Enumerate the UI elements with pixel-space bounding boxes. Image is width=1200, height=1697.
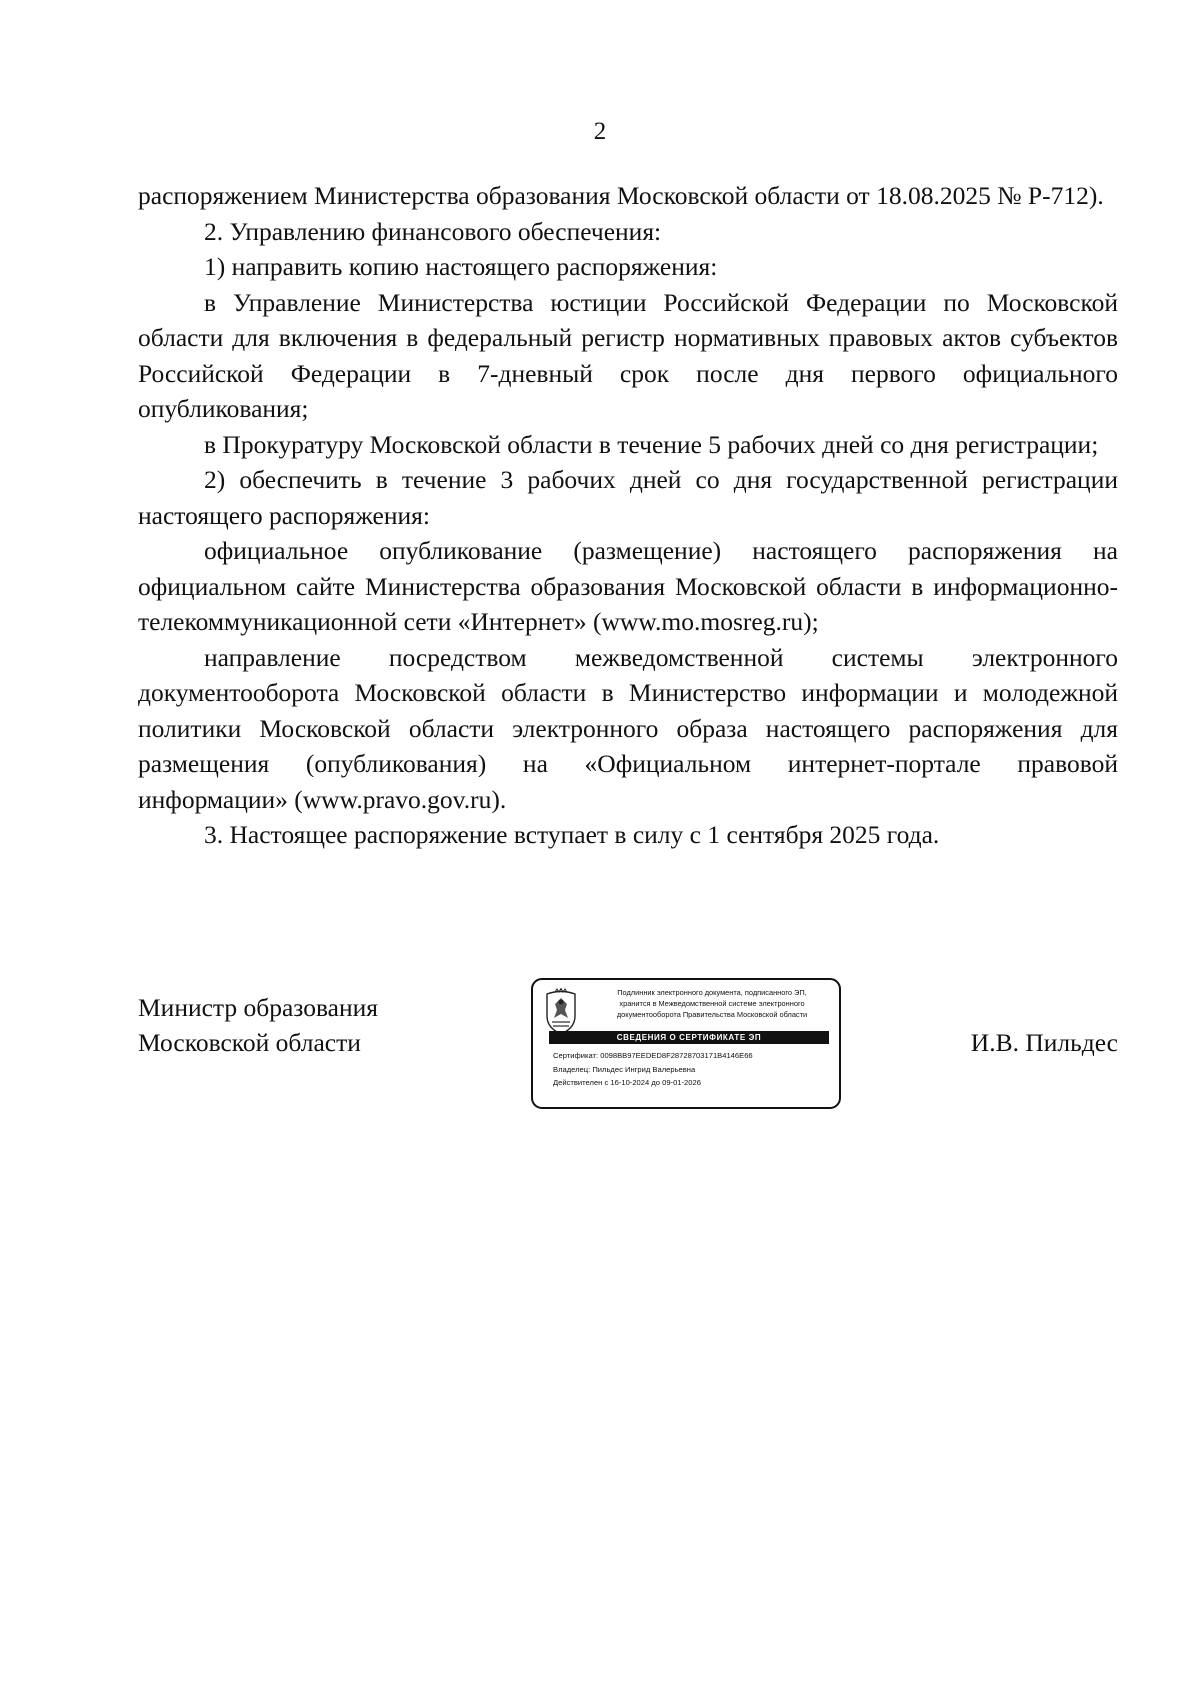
paragraph-item-2: 2. Управлению финансового обеспечения: <box>204 216 662 246</box>
stamp-banner: СВЕДЕНИЯ О СЕРТИФИКАТЕ ЭП <box>549 1031 829 1044</box>
stamp-certificate-validity: Действителен с 16-10-2024 до 09-01-2026 <box>553 1078 701 1087</box>
paragraph-continuation: распоряжением Министерства образования Московской области от 18.08.2025 № Р-712). <box>138 181 1104 210</box>
signatory-position-line-2: Московской области <box>138 1028 361 1057</box>
signatory-position-line-1: Министр образования <box>138 993 379 1022</box>
paragraph-item-3: 3. Настоящее распоряжение вступает в силу с 1 сентября 2025 года. <box>204 820 940 849</box>
order-body-text <box>138 178 1118 853</box>
signatory-name: И.В. Пильдес <box>970 1028 1118 1057</box>
paragraph-ministry-of-justice: в Управление Министерства юстиции Российской Федерации по Московской области для включения в федеральный регистр нормативных правовых актов субъектов Российской Федерации в 7-дневный срок после дня первого официального опубликования; <box>138 287 1118 423</box>
paragraph-prosecutor-office: в Прокуратуру Московской области в течение 5 рабочих дней со дня регистрации; <box>204 429 1099 459</box>
electronic-signature-stamp <box>531 978 841 1109</box>
paragraph-electronic-forwarding: направление посредством межведомственной системы электронного документооборота Московской области в Министерство информации и молодежной политики Московской области электронного образа настоящего распоряжения для размещения (опубликования) на «Официальном интернет-портале правовой информации» (www.pravo.gov.ru). <box>138 642 1118 814</box>
stamp-note-line-2: хранится в Межведомственной системе электронного <box>619 999 805 1008</box>
signatory-position <box>138 990 378 1060</box>
stamp-note <box>587 987 837 1020</box>
page-number: 2 <box>593 118 607 145</box>
stamp-certificate-owner: Владелец: Пильдес Ингрид Валерьевна <box>553 1064 696 1074</box>
coat-of-arms-icon <box>543 988 579 1036</box>
stamp-certificate-number: Сертификат: 0098BB97EEDED8F28728703171B4146E66 <box>553 1051 753 1060</box>
stamp-certificate-details <box>553 1049 753 1090</box>
paragraph-official-publication: официальное опубликование (размещение) настоящего распоряжения на официальном сайте Министерства образования Московской области в информационно-телекоммуникационной сети «Интернет» (www.mo.mosreg.ru); <box>138 536 1118 636</box>
stamp-note-line-3: документооборота Правительства Московской области <box>616 1010 808 1019</box>
stamp-note-line-1: Подлинник электронного документа, подписанного ЭП, <box>617 988 807 997</box>
paragraph-subitem-2: 2) обеспечить в течение 3 рабочих дней со дня государственной регистрации настоящего распоряжения: <box>138 465 1118 530</box>
paragraph-subitem-1: 1) направить копию настоящего распоряжения: <box>204 252 718 281</box>
